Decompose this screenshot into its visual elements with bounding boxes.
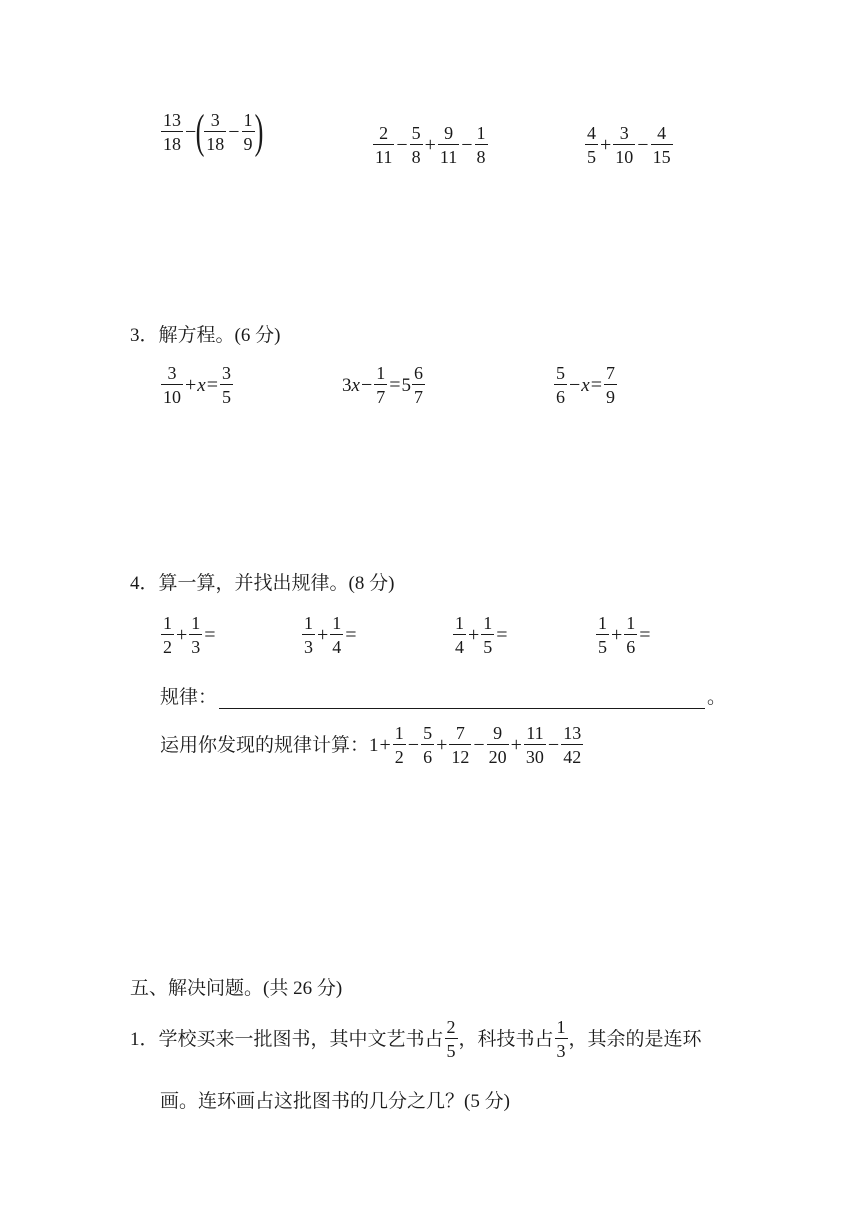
fraction: $\frac{4}{15}$ [652,123,671,167]
problem-1-line-1 [130,1018,702,1060]
fraction: $\frac{1}{2}$ [394,723,404,767]
variable-x: x [351,374,360,396]
equals: = [204,624,216,646]
operator: + [510,734,522,756]
operator: − [461,134,473,156]
sum-expression-1 [160,614,217,656]
fraction: $\frac{6}{7}$ [414,363,423,407]
rule-end-punct: 。 [707,687,727,708]
leading-integer: 1 [369,734,379,756]
calc-expression-1 [160,105,263,158]
fraction: $\frac{13}{42}$ [563,723,582,767]
left-paren: ( [195,105,205,158]
apply-rule-row [160,724,584,766]
operator: − [228,121,240,143]
fraction: $\frac{1}{3}$ [191,613,201,657]
fraction: $\frac{1}{4}$ [455,613,464,657]
operator: − [396,134,408,156]
operator: − [185,121,197,143]
operator: − [547,734,560,756]
section-4-title: 4．算一算，并找出规律。(8 分) [130,573,395,594]
problem-1-line-2: 画。连环画占这批图书的几分之几？(5 分) [160,1091,510,1112]
fraction: $\frac{2}{11}$ [375,123,393,167]
operator: + [185,374,197,396]
equals: = [496,624,508,646]
problem-1-suffix: ，其余的是连环 [568,1028,702,1050]
fraction: $\frac{2}{5}$ [446,1017,456,1061]
coefficient: 3 [342,374,352,396]
equation-3 [553,364,618,406]
fraction: $\frac{11}{30}$ [525,723,544,767]
fraction: $\frac{5}{6}$ [423,723,433,767]
fraction: $\frac{3}{5}$ [222,363,231,407]
rule-answer-blank[interactable] [219,688,705,709]
fraction: $\frac{13}{18}$ [163,110,181,154]
calc-expression-3 [584,124,674,166]
equals: = [590,374,602,396]
calc-expression-2 [372,124,489,166]
operator: + [379,734,391,756]
fraction: $\frac{1}{5}$ [598,613,607,657]
equation-1 [160,364,234,406]
section-5-title: 五、解决问题。(共 26 分) [130,978,343,999]
equals: = [639,624,651,646]
equals: = [345,624,357,646]
fraction: $\frac{1}{2}$ [163,613,172,657]
problem-1-mid: ，科技书占 [458,1028,554,1050]
operator: + [436,734,448,756]
operator: + [424,134,436,156]
fraction: $\frac{1}{4}$ [332,613,342,657]
operator: − [360,374,373,396]
fraction: $\frac{4}{5}$ [587,123,596,167]
fraction: $\frac{1}{6}$ [626,613,636,657]
right-paren: ) [254,105,263,158]
sum-expression-3 [452,614,509,656]
variable-x: x [581,374,590,396]
fraction: $\frac{1}{8}$ [476,123,486,167]
operator: + [468,624,480,646]
operator: + [317,624,329,646]
fraction: $\frac{3}{10}$ [615,123,634,167]
fraction: $\frac{1}{3}$ [556,1017,566,1061]
rule-answer-row [160,682,726,709]
whole-number: 5 [401,374,411,396]
operator: + [600,134,612,156]
fraction: $\frac{3}{18}$ [206,110,225,154]
fraction: $\frac{7}{12}$ [451,723,470,767]
sum-expression-2 [301,614,358,656]
equals: = [206,374,218,396]
section-3-title: 3．解方程。(6 分) [130,325,281,346]
fraction: $\frac{9}{11}$ [439,123,458,167]
sum-expression-4 [595,614,652,656]
equals: = [389,374,401,396]
fraction: $\frac{3}{10}$ [163,363,181,407]
fraction: $\frac{1}{9}$ [243,110,253,154]
fraction: $\frac{7}{9}$ [606,363,615,407]
equation-2 [342,364,426,406]
operator: − [637,134,649,156]
operator: − [407,734,420,756]
variable-x: x [197,374,206,396]
operator: + [176,624,188,646]
rule-label: 规律： [160,687,218,708]
problem-1-prefix: 1．学校买来一批图书，其中文艺书占 [130,1028,444,1050]
fraction: $\frac{5}{6}$ [556,363,565,407]
fraction: $\frac{1}{7}$ [376,363,386,407]
fraction: $\frac{9}{20}$ [488,723,507,767]
fraction: $\frac{1}{3}$ [304,613,313,657]
operator: + [611,624,623,646]
operator: − [473,734,485,756]
apply-label: 运用你发现的规律计算： [160,734,370,756]
operator: − [569,374,581,396]
fraction: $\frac{5}{8}$ [411,123,421,167]
fraction: $\frac{1}{5}$ [483,613,493,657]
